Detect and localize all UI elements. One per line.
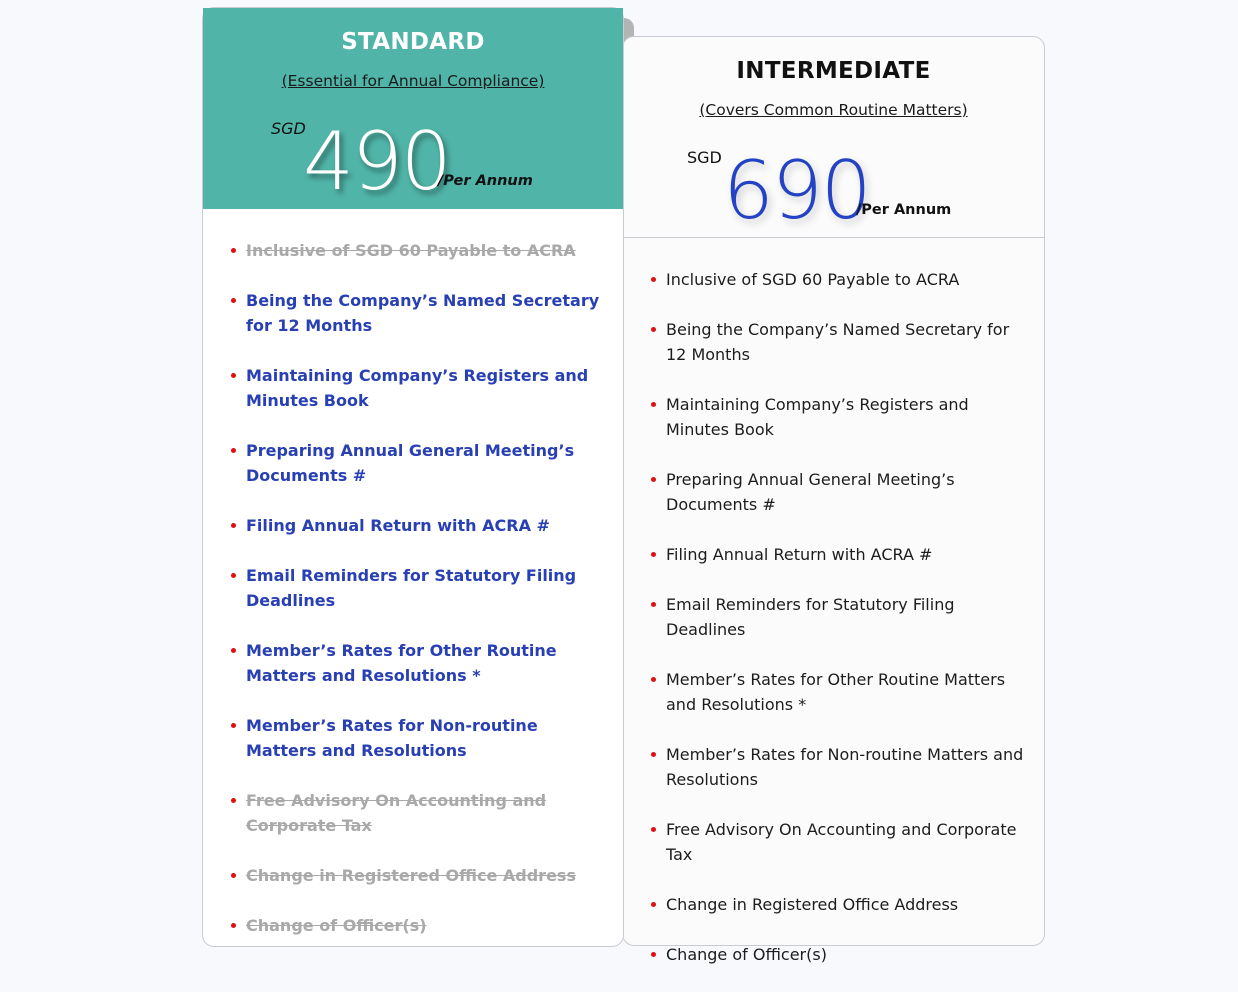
feature-label: Member’s Rates for Other Routine Matters and Resolutions * — [666, 670, 1006, 714]
feature-label: Free Advisory On Accounting and Corporate Tax — [246, 791, 547, 835]
feature-item — [231, 288, 603, 338]
bullet-icon — [651, 952, 656, 957]
feature-item — [651, 592, 1024, 642]
bullet-icon — [231, 298, 236, 303]
feature-label: Change of Officer(s) — [246, 916, 427, 935]
plan-title: INTERMEDIATE — [736, 58, 931, 84]
bullet-icon — [231, 873, 236, 878]
plan-card-standard — [202, 7, 624, 947]
feature-item — [651, 742, 1024, 792]
bullet-icon — [651, 402, 656, 407]
plan-subtitle-link[interactable]: (Covers Common Routine Matters) — [699, 101, 968, 119]
bullet-icon — [231, 723, 236, 728]
feature-item — [231, 713, 603, 763]
bullet-icon — [231, 373, 236, 378]
feature-item — [651, 667, 1024, 717]
bullet-icon — [651, 902, 656, 907]
bullet-icon — [231, 573, 236, 578]
feature-label: Change in Registered Office Address — [246, 866, 576, 885]
plan-subtitle-link[interactable]: (Essential for Annual Compliance) — [281, 72, 545, 90]
bullet-icon — [651, 752, 656, 757]
feature-label: Free Advisory On Accounting and Corporate Tax — [666, 820, 1017, 864]
price-period: /Per Annum — [856, 202, 952, 218]
feature-label: Filing Annual Return with ACRA # — [666, 545, 933, 564]
bullet-icon — [651, 277, 656, 282]
bullet-icon — [651, 327, 656, 332]
feature-list — [651, 267, 1024, 992]
feature-item — [651, 542, 1024, 567]
feature-label: Being the Company’s Named Secretary for 12 Months — [666, 320, 1010, 364]
price-amount: 490 — [303, 115, 450, 208]
feature-item — [231, 438, 603, 488]
plan-header — [623, 37, 1044, 238]
feature-item — [651, 467, 1024, 517]
feature-label: Filing Annual Return with ACRA # — [246, 516, 550, 535]
feature-label: Member’s Rates for Non-routine Matters and Resolutions — [246, 716, 538, 760]
bullet-icon — [651, 552, 656, 557]
feature-label: Change of Officer(s) — [666, 945, 827, 964]
feature-item — [231, 638, 603, 688]
feature-label: Maintaining Company’s Registers and Minutes Book — [246, 366, 589, 410]
price-period: /Per Annum — [438, 173, 533, 189]
price-amount: 690 — [723, 144, 870, 237]
feature-label: Inclusive of SGD 60 Payable to ACRA — [666, 270, 960, 289]
feature-item — [651, 817, 1024, 867]
price-currency: SGD — [271, 119, 306, 138]
bullet-icon — [651, 477, 656, 482]
bullet-icon — [651, 602, 656, 607]
plan-card-intermediate — [622, 36, 1045, 964]
feature-list — [231, 238, 603, 963]
bullet-icon — [231, 923, 236, 928]
feature-item — [231, 863, 603, 888]
bullet-icon — [651, 827, 656, 832]
feature-label: Email Reminders for Statutory Filing Deadlines — [666, 595, 955, 639]
feature-label: Member’s Rates for Non-routine Matters and Resolutions — [666, 745, 1024, 789]
feature-item — [231, 363, 603, 413]
bullet-icon — [231, 648, 236, 653]
feature-label: Maintaining Company’s Registers and Minutes Book — [666, 395, 969, 439]
feature-item — [231, 238, 603, 263]
feature-label: Preparing Annual General Meeting’s Documents # — [246, 441, 575, 485]
feature-item — [651, 942, 1024, 967]
feature-item — [231, 513, 603, 538]
bullet-icon — [231, 798, 236, 803]
bullet-icon — [231, 448, 236, 453]
price-currency: SGD — [687, 148, 722, 167]
feature-label: Change in Registered Office Address — [666, 895, 959, 914]
feature-label: Email Reminders for Statutory Filing Deadlines — [246, 566, 577, 610]
bullet-icon — [651, 677, 656, 682]
feature-item — [231, 788, 603, 838]
feature-item — [651, 892, 1024, 917]
feature-item — [651, 267, 1024, 292]
feature-item — [651, 317, 1024, 367]
plan-title: STANDARD — [341, 29, 485, 55]
plan-header — [203, 8, 623, 209]
bullet-icon — [231, 523, 236, 528]
bullet-icon — [231, 248, 236, 253]
feature-item — [231, 563, 603, 613]
feature-label: Inclusive of SGD 60 Payable to ACRA — [246, 241, 576, 260]
feature-item — [651, 392, 1024, 442]
feature-label: Being the Company’s Named Secretary for 12 Months — [246, 291, 600, 335]
feature-item — [231, 913, 603, 938]
feature-label: Preparing Annual General Meeting’s Documents # — [666, 470, 955, 514]
feature-label: Member’s Rates for Other Routine Matters and Resolutions * — [246, 641, 557, 685]
